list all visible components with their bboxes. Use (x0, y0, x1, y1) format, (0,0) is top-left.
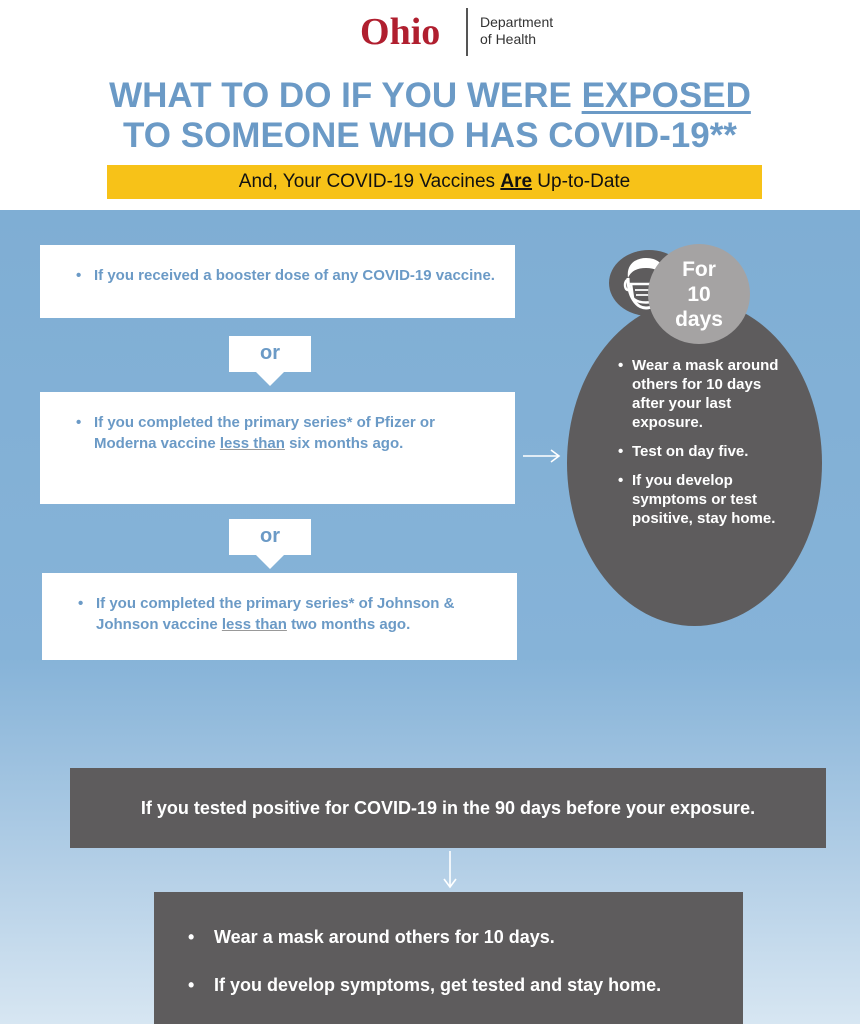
guidance-item-mask: • Wear a mask around others for 10 days after your last exposure. (618, 356, 793, 432)
condition-text-part: If you completed the primary series* of Johnson & Johnson vaccine (96, 595, 455, 633)
banner-text-pre: And, Your COVID-19 Vaccines (238, 171, 501, 192)
logo-divider (466, 8, 468, 56)
logo-department-text (480, 14, 553, 48)
guidance-item-test: • Test on day five. (618, 442, 793, 461)
condition-text-part: two months ago. (286, 616, 411, 633)
or-connector-2: or (229, 519, 311, 555)
logo-wordmark (360, 10, 440, 54)
guidance-list (618, 356, 793, 538)
ohio-department-of-health-logo (360, 8, 580, 56)
duration-badge (648, 244, 750, 344)
condition-text-booster: If you received a booster dose of any COVID-19 vaccine. (94, 267, 495, 284)
title-line-1-text: WHAT TO DO IF YOU WERE (109, 76, 582, 115)
or-connector-1-arrow (256, 372, 284, 386)
page-title (0, 76, 860, 156)
or-connector-2-arrow (256, 555, 284, 569)
title-line-1 (0, 76, 860, 116)
condition-card-pfizer-moderna (40, 392, 515, 504)
or-connector-1: or (229, 336, 311, 372)
right-arrow-icon (522, 448, 562, 464)
condition-emphasis-less-than: less than (219, 435, 285, 452)
prior-infection-guidance (154, 892, 743, 1024)
condition-text-pfizer-moderna (94, 412, 495, 454)
condition-card-booster (40, 245, 515, 318)
condition-emphasis-less-than: less than (221, 616, 287, 633)
department-line-2: of Health (480, 31, 537, 47)
title-emphasis-exposed: EXPOSED (581, 76, 751, 115)
guidance-item-symptoms: • If you develop symptoms or test positive, stay home. (618, 471, 793, 528)
condition-text-part: six months ago. (284, 435, 404, 452)
logo-letter-o: O (360, 11, 390, 53)
condition-text-part: If you completed the primary series* of Pfizer or Moderna vaccine (94, 414, 435, 452)
condition-card-johnson (42, 573, 517, 660)
duration-line-2: 10 (687, 283, 711, 306)
title-line-2: TO SOMEONE WHO HAS COVID-19** (123, 116, 737, 155)
subtitle-banner (107, 165, 762, 199)
banner-text-post: Up-to-Date (532, 171, 631, 192)
condition-text-johnson (96, 593, 497, 635)
bullet: • (76, 414, 82, 431)
prior-infection-condition: If you tested positive for COVID-19 in the 90 days before your exposure. (70, 768, 826, 848)
bullet: • (76, 267, 82, 284)
duration-line-3: days (675, 308, 723, 331)
banner-emphasis-are: Are (500, 171, 533, 192)
prior-infection-item-symptoms: • If you develop symptoms, get tested and stay home. (188, 974, 661, 996)
prior-infection-guidance-list (188, 926, 661, 1022)
bullet: • (78, 595, 84, 612)
prior-infection-item-mask: • Wear a mask around others for 10 days. (188, 926, 661, 948)
department-line-1: Department (480, 14, 554, 30)
duration-line-1: For (682, 258, 716, 281)
logo-letters-hio: hio (389, 11, 441, 53)
down-arrow-icon (441, 850, 459, 890)
